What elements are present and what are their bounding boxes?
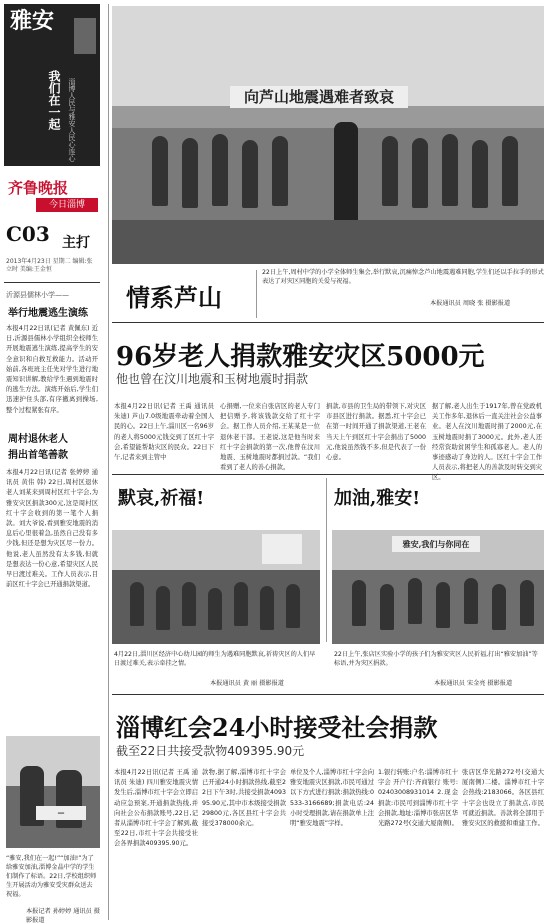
story2-headline-1: 周村退休老人 bbox=[8, 434, 68, 445]
masthead-sub: 淄博人民与雅安人民心连心 bbox=[68, 78, 76, 162]
sidebar-photo-caption: “雅安,我们在一起!”“加油!”为了给雅安加油,淄博金晶中学的学生们制作了标语。22日,学校组织师生开展活动为雅安受灾群众送去祝福。 bbox=[6, 855, 97, 898]
newspaper-brand: 齐鲁晚报 bbox=[8, 179, 69, 197]
masthead-title: 雅安 bbox=[10, 8, 55, 34]
page-name: 主打 bbox=[62, 235, 90, 251]
feature-col-3: 捐款,市县的卫生局的带领下,对灾区市县区进行捐款。据悉,红十字会已在第一时间开通了捐款渠道,王老在当天上午到区红十字会捐出了5000元,他说虽然钱不多,但是代表了一份心意。 bbox=[326, 403, 426, 462]
feature-col-4: 据了解,老人出生于1917年,曾在党政机关工作多年,退休后一直关注社会公益事业。老人在汶川地震时捐了2000元,在玉树地震时捐了3000元。此外,老人还经常资助贫困学生和孤寡老人。老人的事迹感动了身边的人。区红十字会工作人员表示,将把老人的善款及时转交到灾区。 bbox=[432, 403, 542, 482]
bottom-col-5: 张店区华光路272号(交通大厦南侧)二楼。淄博市红十字会热线:2183066。各区县红十字会也设立了捐款点,市民可就近捐款。善款将全部用于雅安灾区的救援和重建工作。 bbox=[462, 769, 544, 828]
bottom-subhead: 截至22日共接受款物409395.90元 bbox=[116, 744, 305, 758]
masthead-photo bbox=[74, 18, 96, 54]
right-section-caption: 22日上午,张店区实验小学的孩子们为雅安灾区人民祈福,打出“雅安加油”等标语,并为灾区捐款。 bbox=[334, 651, 538, 667]
masthead-slogan: 我们在一起 bbox=[47, 70, 61, 130]
bottom-col-3: 单位及个人,淄博市红十字会向雅安地震灾区捐款,市民可通过以下方式进行捐款:捐款热线:0533-3166689;捐款电话:24小时受理捐款,请在捐款单上注明“雅安地震”字样。 bbox=[290, 769, 374, 828]
story2-body: 本报4月22日讯(记者 张婷婷 通讯员 黄伟 韩) 22日,周村区退休老人刘某来到周村区红十字会,为雅安灾区捐款300元,这是周村区红十字会收到的第一笔个人捐款。刘大爷说,看到雅安地震的消息后心里很着急,虽然自己没有多少钱,但还是想为灾区尽一份力。他说,老人虽然没有太多钱,但就是想表达一份心意,希望灾区人民早日渡过难关。工作人员表示,目前区红十字会已开通捐款渠道。 bbox=[6, 469, 98, 589]
left-section-title: 默哀,祈福! bbox=[118, 488, 205, 509]
feature-col-2: 心捐赠,一位来自张店区的老人专门把信赠予,将该钱款交给了红十字会。据工作人员介绍,王某某是一位退休老干部。王老说,这是他当时来红十字会捐款的第一次,他曾在汶川地震、玉树地震时都捐过款。“我们看到了老人的善心捐款。 bbox=[220, 403, 320, 472]
top-photo-credit: 本报通讯员 周晓 张 摄影报道 bbox=[430, 300, 511, 307]
right-section-credit: 本报通讯员 宋金亮 摄影报道 bbox=[434, 680, 513, 687]
bottom-headline: 淄博红会24小时接受社会捐款 bbox=[116, 713, 438, 742]
top-photo-caption: 22日上午,周村中学的小学全体师生集会,举行默哀,沉痛悼念芦山地震遇难同胞,学生们还以手拉手的形式表达了对灾区同胞的关爱与祝福。 bbox=[262, 269, 544, 285]
column-rule bbox=[326, 478, 327, 642]
sidebar-photo: — bbox=[6, 736, 100, 848]
page-number: C03 bbox=[6, 222, 50, 246]
feature-col-1: 本报4月22日讯(记者 王禹 通讯员 朱迪) 芦山7.0级地震牵动着全国人民的心。22日上午,淄川区一名96岁的老人将5000元钱交到了区红十字会,希望能帮助灾区的民众。22日下午,记者来到主管中 bbox=[114, 403, 214, 462]
bottom-col-2: 款物,据了解,淄博市红十字会已开通24小时捐款热线,截至22日下午3时,共接受捐款409395.90元,其中市本级接受捐款29800元,各区县红十字会共接受378000余元。 bbox=[202, 769, 286, 828]
right-section-title: 加油,雅安! bbox=[334, 488, 421, 509]
feature-headline: 96岁老人捐款雅安灾区5000元 bbox=[116, 342, 485, 372]
left-section-caption: 4月22日,淄川区经济中心幼儿园的师生为遇难同胞默哀,祈祷灾区的人们早日渡过难关,表示牵挂之情。 bbox=[114, 651, 316, 667]
top-photo bbox=[112, 6, 544, 264]
sidebar-photo-credit: 本报记者 孙婷婷 通讯员 摄影报道 bbox=[26, 908, 100, 924]
caption-rule bbox=[256, 270, 257, 318]
top-photo-banner: 向芦山地震遇难者致哀 bbox=[230, 86, 408, 108]
feature-kicker: 情系芦山 bbox=[126, 283, 222, 312]
story1-kicker: 沂源县儒林小学—— bbox=[6, 291, 69, 299]
left-section-credit: 本报通讯员 黄 丽 摄影报道 bbox=[210, 680, 284, 687]
right-photo-banner: 雅安,我们与你同在 bbox=[392, 536, 480, 552]
story1-headline: 举行地震逃生演练 bbox=[8, 308, 88, 319]
bottom-col-1: 本报4月22日讯(记者 王禹 通讯员 朱迪) 四川雅安地震灾情发生后,淄博市红十字会立即启动应急预案,开通捐款热线,并向社会公布捐款账号,22日,记者从淄博市红十字会了解到,截至22日,市红十字会共接受社会各界捐款409395.90元。 bbox=[114, 769, 198, 848]
divider bbox=[4, 282, 100, 283]
right-section-photo bbox=[332, 530, 544, 644]
page-meta: 2013年4月23日 星期二 编辑:张立时 美编:王金恒 bbox=[6, 258, 93, 273]
section-tag: 今日淄博 bbox=[36, 198, 98, 212]
column-rule bbox=[108, 4, 109, 920]
divider bbox=[112, 694, 544, 695]
story2-headline-2: 捐出首笔善款 bbox=[8, 450, 68, 461]
divider bbox=[112, 322, 544, 323]
left-section-photo bbox=[112, 530, 320, 644]
masthead bbox=[4, 4, 100, 166]
story1-body: 本报4月22日讯(记者 黄佩东) 近日,沂源县儒林小学组织全校师生开展地震逃生演练,提高学生的安全意识和自救互救能力。活动开始前,各班班主任先对学生进行地震知识讲解,教给学生遇到地震时的逃生方法。演练开始后,学生们迅速护住头部,有序撤离到操场,整个过程紧张有序。 bbox=[6, 325, 98, 414]
feature-subhead: 他也曾在汶川地震和玉树地震时捐款 bbox=[116, 372, 309, 386]
bottom-col-4: 1.银行转账:户名:淄博市红十字会 开户行:齐商银行 账号:02403008931014 2.现金捐款:市民可到淄博市红十字会捐款,地址:淄博市张店区华光路272号(交通大厦南侧)。 bbox=[378, 769, 458, 828]
sidebar bbox=[0, 0, 104, 924]
divider bbox=[112, 474, 544, 475]
